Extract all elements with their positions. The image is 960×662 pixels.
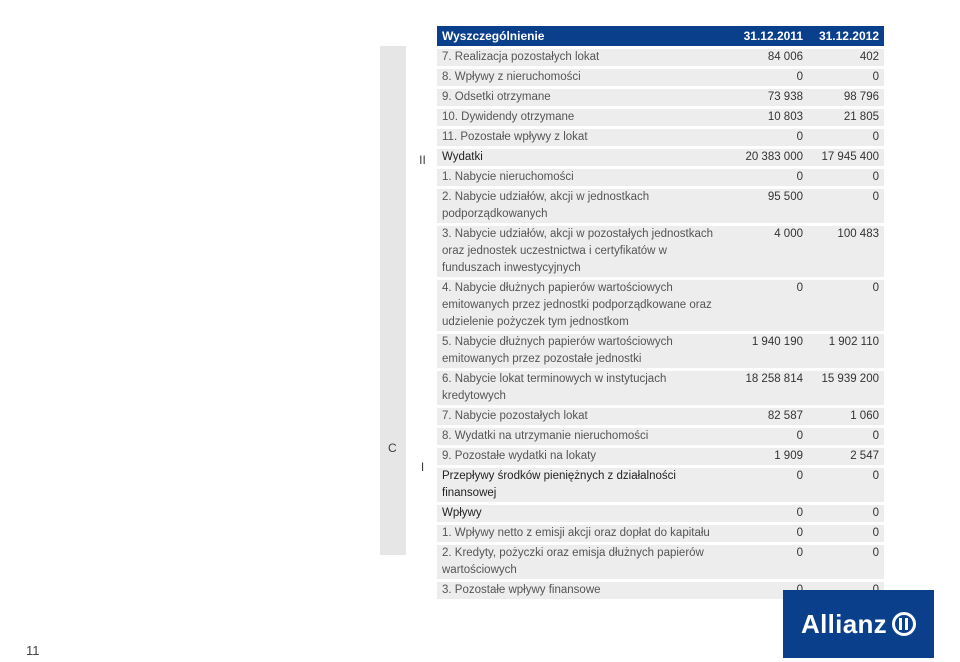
row-label: 3. Pozostałe wpływy finansowe xyxy=(437,579,732,599)
row-value-2011: 0 xyxy=(732,522,808,542)
table-row xyxy=(437,66,884,86)
row-label: 9. Odsetki otrzymane xyxy=(437,86,732,106)
table-row xyxy=(437,277,884,331)
table-row xyxy=(437,86,884,106)
row-value-2011: 0 xyxy=(732,425,808,445)
header-left-spacer xyxy=(380,26,437,46)
row-label: Wpływy xyxy=(437,502,732,522)
section-c-label: C xyxy=(388,441,397,455)
header-2011: 31.12.2011 xyxy=(732,26,808,46)
row-value-2012: 402 xyxy=(808,46,884,66)
row-value-2012: 0 xyxy=(808,502,884,522)
table-row xyxy=(437,522,884,542)
table-row xyxy=(437,465,884,502)
row-label: 2. Kredyty, pożyczki oraz emisja dłużnych papierów wartościowych xyxy=(437,542,732,579)
row-value-2011: 0 xyxy=(732,465,808,502)
row-label: 8. Wydatki na utrzymanie nieruchomości xyxy=(437,425,732,445)
table-row xyxy=(437,146,884,166)
table-row xyxy=(437,425,884,445)
header-2012: 31.12.2012 xyxy=(808,26,884,46)
row-value-2012: 1 902 110 xyxy=(808,331,884,368)
row-value-2011: 4 000 xyxy=(732,223,808,277)
section-i-label: I xyxy=(420,460,425,474)
row-value-2011: 0 xyxy=(732,277,808,331)
table-row xyxy=(437,106,884,126)
row-value-2011: 84 006 xyxy=(732,46,808,66)
section-ii-label: II xyxy=(419,153,426,167)
row-value-2012: 0 xyxy=(808,425,884,445)
row-value-2012: 0 xyxy=(808,465,884,502)
cashflow-table-frame xyxy=(380,26,884,596)
row-value-2012: 0 xyxy=(808,542,884,579)
row-value-2011: 10 803 xyxy=(732,106,808,126)
row-value-2012: 0 xyxy=(808,522,884,542)
row-label: 9. Pozostałe wydatki na lokaty xyxy=(437,445,732,465)
row-value-2012: 1 060 xyxy=(808,405,884,425)
section-column-roman xyxy=(408,26,437,555)
row-value-2011: 82 587 xyxy=(732,405,808,425)
row-value-2012: 2 547 xyxy=(808,445,884,465)
row-value-2012: 0 xyxy=(808,126,884,146)
table-row xyxy=(437,186,884,223)
row-label: 1. Nabycie nieruchomości xyxy=(437,166,732,186)
table-row xyxy=(437,223,884,277)
table-row xyxy=(437,368,884,405)
section-column-c xyxy=(380,26,406,555)
row-label: Przepływy środków pieniężnych z działalności finansowej xyxy=(437,465,732,502)
row-label: 5. Nabycie dłużnych papierów wartościowych emitowanych przez pozostałe jednostki xyxy=(437,331,732,368)
row-label: 3. Nabycie udziałów, akcji w pozostałych jednostkach oraz jednostek uczestnictwa i certyfikatów w funduszach inwestycyjnych xyxy=(437,223,732,277)
cashflow-table xyxy=(437,26,884,599)
table-row xyxy=(437,445,884,465)
row-value-2012: 0 xyxy=(808,66,884,86)
row-label: 11. Pozostałe wpływy z lokat xyxy=(437,126,732,146)
row-value-2011: 0 xyxy=(732,542,808,579)
header-description: Wyszczególnienie xyxy=(437,26,732,46)
row-value-2011: 1 940 190 xyxy=(732,331,808,368)
row-label: 7. Nabycie pozostałych lokat xyxy=(437,405,732,425)
table-row xyxy=(437,166,884,186)
row-value-2011: 0 xyxy=(732,66,808,86)
row-value-2011: 20 383 000 xyxy=(732,146,808,166)
table-body xyxy=(437,46,884,599)
table-row xyxy=(437,126,884,146)
table-row xyxy=(437,405,884,425)
row-label: 8. Wpływy z nieruchomości xyxy=(437,66,732,86)
row-label: 6. Nabycie lokat terminowych w instytucjach kredytowych xyxy=(437,368,732,405)
logo-wordmark: Allianz xyxy=(801,608,887,639)
row-value-2012: 0 xyxy=(808,166,884,186)
table-row xyxy=(437,542,884,579)
row-value-2012: 15 939 200 xyxy=(808,368,884,405)
table-row xyxy=(437,502,884,522)
row-value-2012: 21 805 xyxy=(808,106,884,126)
row-value-2012: 0 xyxy=(808,277,884,331)
row-value-2011: 1 909 xyxy=(732,445,808,465)
table-header-row xyxy=(437,26,884,46)
allianz-eagle-icon xyxy=(892,612,916,636)
row-label: 7. Realizacja pozostałych lokat xyxy=(437,46,732,66)
row-value-2012: 0 xyxy=(808,186,884,223)
row-value-2011: 73 938 xyxy=(732,86,808,106)
row-label: 10. Dywidendy otrzymane xyxy=(437,106,732,126)
row-label: 4. Nabycie dłużnych papierów wartościowych emitowanych przez jednostki podporządkowane oraz udzielenie pożyczek tym jednostkom xyxy=(437,277,732,331)
allianz-logo xyxy=(783,590,934,658)
row-value-2011: 18 258 814 xyxy=(732,368,808,405)
row-value-2011: 0 xyxy=(732,166,808,186)
row-value-2012: 100 483 xyxy=(808,223,884,277)
row-label: 2. Nabycie udziałów, akcji w jednostkach podporządkowanych xyxy=(437,186,732,223)
row-value-2012: 17 945 400 xyxy=(808,146,884,166)
row-value-2012: 98 796 xyxy=(808,86,884,106)
table-row xyxy=(437,46,884,66)
row-value-2011: 0 xyxy=(732,502,808,522)
table-row xyxy=(437,331,884,368)
row-label: 1. Wpływy netto z emisji akcji oraz dopłat do kapitału xyxy=(437,522,732,542)
page-number: 11 xyxy=(26,643,40,658)
row-value-2011: 95 500 xyxy=(732,186,808,223)
row-label: Wydatki xyxy=(437,146,732,166)
row-value-2011: 0 xyxy=(732,126,808,146)
